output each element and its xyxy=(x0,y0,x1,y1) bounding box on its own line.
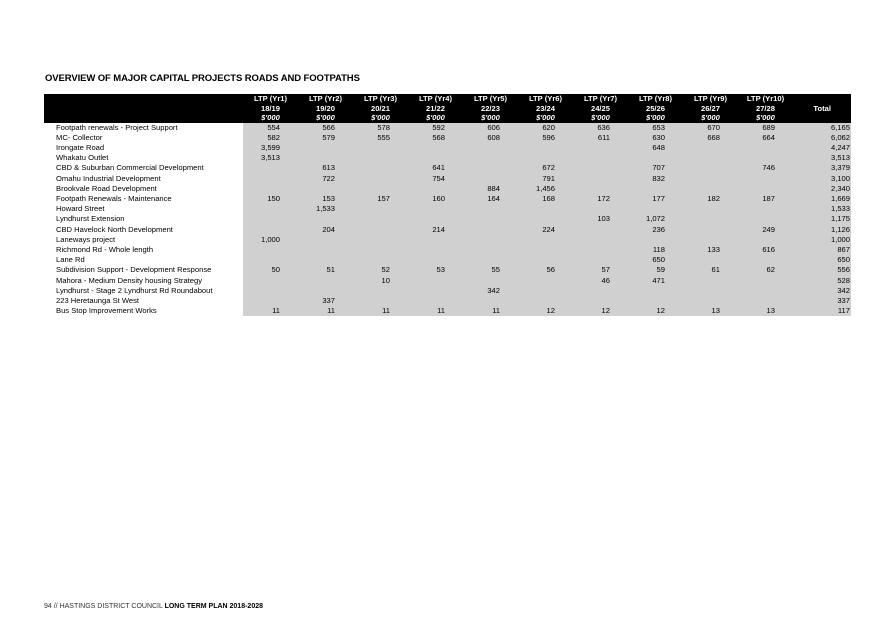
value-cell xyxy=(738,276,793,286)
value-cell xyxy=(573,163,628,173)
table-row xyxy=(44,204,851,214)
page-footer xyxy=(44,603,263,610)
value-cell xyxy=(738,143,793,153)
value-cell xyxy=(518,286,573,296)
footer-plan-title: LONG TERM PLAN 2018-2028 xyxy=(164,603,263,610)
column-header-line1: LTP (Yr9) xyxy=(693,94,728,103)
total-cell: 556 xyxy=(793,265,851,275)
value-cell: 103 xyxy=(573,214,628,224)
value-cell: 754 xyxy=(408,174,463,184)
table-row xyxy=(44,163,851,173)
column-header-line2: 23/24 xyxy=(535,103,555,113)
table-row xyxy=(44,255,851,265)
value-cell xyxy=(408,255,463,265)
table-row xyxy=(44,194,851,204)
value-cell: 566 xyxy=(298,123,353,133)
total-cell: 650 xyxy=(793,255,851,265)
table-row xyxy=(44,225,851,235)
value-cell xyxy=(463,296,518,306)
value-cell: 172 xyxy=(573,194,628,204)
value-cell: 11 xyxy=(408,306,463,316)
column-header-total: Total xyxy=(793,94,851,123)
value-cell: 3,513 xyxy=(243,153,298,163)
value-cell: 53 xyxy=(408,265,463,275)
value-cell: 337 xyxy=(298,296,353,306)
value-cell xyxy=(353,296,408,306)
value-cell: 11 xyxy=(353,306,408,316)
column-header-line1: LTP (Yr5) xyxy=(473,94,508,103)
value-cell xyxy=(683,276,738,286)
value-cell xyxy=(573,184,628,194)
value-cell: 182 xyxy=(683,194,738,204)
value-cell xyxy=(738,235,793,245)
value-cell xyxy=(628,235,683,245)
value-cell xyxy=(738,255,793,265)
value-cell xyxy=(518,153,573,163)
value-cell: 578 xyxy=(353,123,408,133)
value-cell xyxy=(353,153,408,163)
value-cell xyxy=(298,276,353,286)
value-cell xyxy=(628,204,683,214)
table-header-row xyxy=(44,94,851,123)
project-name-cell: Lyndhurst - Stage 2 Lyndhurst Rd Roundabout xyxy=(44,286,243,296)
value-cell: 51 xyxy=(298,265,353,275)
value-cell: 59 xyxy=(628,265,683,275)
value-cell: 620 xyxy=(518,123,573,133)
value-cell: 3,599 xyxy=(243,143,298,153)
value-cell: 11 xyxy=(298,306,353,316)
total-cell: 6,165 xyxy=(793,123,851,133)
value-cell xyxy=(573,225,628,235)
value-cell xyxy=(573,255,628,265)
project-name-cell: Footpath renewals - Project Support xyxy=(44,123,243,133)
total-cell: 117 xyxy=(793,306,851,316)
value-cell xyxy=(463,174,518,184)
table-row xyxy=(44,184,851,194)
value-cell xyxy=(683,143,738,153)
value-cell: 249 xyxy=(738,225,793,235)
value-cell: 12 xyxy=(628,306,683,316)
project-name-cell: Lyndhurst Extension xyxy=(44,214,243,224)
value-cell xyxy=(408,276,463,286)
value-cell: 133 xyxy=(683,245,738,255)
value-cell xyxy=(353,163,408,173)
value-cell: 606 xyxy=(463,123,518,133)
column-header-line2: 21/22 xyxy=(425,103,445,113)
value-cell xyxy=(683,235,738,245)
value-cell: 10 xyxy=(353,276,408,286)
value-cell xyxy=(573,174,628,184)
value-cell xyxy=(243,174,298,184)
value-cell: 214 xyxy=(408,225,463,235)
value-cell xyxy=(738,184,793,194)
value-cell: 56 xyxy=(518,265,573,275)
value-cell xyxy=(628,184,683,194)
column-header-line2: 22/23 xyxy=(480,103,500,113)
project-name-cell: Mahora - Medium Density housing Strategy xyxy=(44,276,243,286)
project-name-cell: Howard Street xyxy=(44,204,243,214)
value-cell: 1,456 xyxy=(518,184,573,194)
project-name-cell: Bus Stop Improvement Works xyxy=(44,306,243,316)
value-cell: 648 xyxy=(628,143,683,153)
table-row xyxy=(44,174,851,184)
value-cell xyxy=(628,153,683,163)
value-cell xyxy=(353,184,408,194)
value-cell xyxy=(298,235,353,245)
value-cell: 164 xyxy=(463,194,518,204)
value-cell: 611 xyxy=(573,133,628,143)
value-cell: 187 xyxy=(738,194,793,204)
value-cell xyxy=(573,286,628,296)
value-cell: 13 xyxy=(683,306,738,316)
value-cell: 150 xyxy=(243,194,298,204)
table-row xyxy=(44,143,851,153)
value-cell xyxy=(738,204,793,214)
value-cell xyxy=(243,225,298,235)
value-cell xyxy=(353,235,408,245)
value-cell xyxy=(298,286,353,296)
value-cell xyxy=(463,276,518,286)
value-cell xyxy=(353,245,408,255)
value-cell: 630 xyxy=(628,133,683,143)
value-cell xyxy=(408,184,463,194)
value-cell xyxy=(243,184,298,194)
value-cell: 636 xyxy=(573,123,628,133)
column-header-line1: LTP (Yr3) xyxy=(363,94,398,103)
value-cell xyxy=(518,214,573,224)
value-cell: 1,072 xyxy=(628,214,683,224)
column-header-line2: 25/26 xyxy=(645,103,665,113)
value-cell: 153 xyxy=(298,194,353,204)
value-cell: 707 xyxy=(628,163,683,173)
value-cell: 157 xyxy=(353,194,408,204)
value-cell xyxy=(353,143,408,153)
total-cell: 337 xyxy=(793,296,851,306)
table-body xyxy=(44,123,851,317)
value-cell xyxy=(298,184,353,194)
project-name-cell: Omahu Industrial Development xyxy=(44,174,243,184)
value-cell xyxy=(353,225,408,235)
value-cell: 471 xyxy=(628,276,683,286)
project-name-cell: Laneways project xyxy=(44,235,243,245)
value-cell xyxy=(463,163,518,173)
value-cell xyxy=(298,255,353,265)
column-header xyxy=(408,94,463,123)
value-cell: 62 xyxy=(738,265,793,275)
table-row xyxy=(44,286,851,296)
value-cell xyxy=(298,214,353,224)
column-header xyxy=(518,94,573,123)
value-cell xyxy=(408,286,463,296)
value-cell xyxy=(628,286,683,296)
value-cell xyxy=(573,143,628,153)
value-cell: 884 xyxy=(463,184,518,194)
value-cell xyxy=(353,255,408,265)
value-cell: 722 xyxy=(298,174,353,184)
value-cell xyxy=(518,276,573,286)
value-cell xyxy=(463,153,518,163)
column-header-line3: $'000 xyxy=(426,113,445,122)
value-cell: 689 xyxy=(738,123,793,133)
value-cell xyxy=(518,204,573,214)
value-cell xyxy=(243,163,298,173)
value-cell: 12 xyxy=(573,306,628,316)
total-cell: 1,000 xyxy=(793,235,851,245)
project-name-cell: Footpath Renewals - Maintenance xyxy=(44,194,243,204)
value-cell xyxy=(683,204,738,214)
column-header xyxy=(298,94,353,123)
footer-prefix: 94 // HASTINGS DISTRICT COUNCIL xyxy=(44,603,165,610)
value-cell: 177 xyxy=(628,194,683,204)
value-cell xyxy=(298,245,353,255)
value-cell xyxy=(463,204,518,214)
column-header-line3: $'000 xyxy=(701,113,720,122)
table-row xyxy=(44,123,851,133)
value-cell: 668 xyxy=(683,133,738,143)
value-cell xyxy=(683,214,738,224)
value-cell: 746 xyxy=(738,163,793,173)
value-cell: 592 xyxy=(408,123,463,133)
value-cell: 791 xyxy=(518,174,573,184)
total-cell: 3,379 xyxy=(793,163,851,173)
project-name-cell: CBD & Suburban Commercial Development xyxy=(44,163,243,173)
value-cell xyxy=(408,204,463,214)
table-row xyxy=(44,235,851,245)
value-cell xyxy=(683,225,738,235)
total-cell: 528 xyxy=(793,276,851,286)
value-cell: 608 xyxy=(463,133,518,143)
value-cell: 342 xyxy=(463,286,518,296)
project-name-cell: Subdivision Support - Development Response xyxy=(44,265,243,275)
value-cell: 57 xyxy=(573,265,628,275)
value-cell: 52 xyxy=(353,265,408,275)
column-header-line2: 19/20 xyxy=(315,103,335,113)
value-cell: 568 xyxy=(408,133,463,143)
project-name-cell: CBD Havelock North Development xyxy=(44,225,243,235)
table-row xyxy=(44,153,851,163)
value-cell: 582 xyxy=(243,133,298,143)
project-name-cell: 223 Heretaunga St West xyxy=(44,296,243,306)
total-cell: 2,340 xyxy=(793,184,851,194)
value-cell xyxy=(243,204,298,214)
total-cell: 1,175 xyxy=(793,214,851,224)
page-title: OVERVIEW OF MAJOR CAPITAL PROJECTS ROADS AND FOOTPATHS xyxy=(45,73,360,84)
value-cell: 224 xyxy=(518,225,573,235)
table-row xyxy=(44,276,851,286)
column-header-line3: $'000 xyxy=(371,113,390,122)
table-row xyxy=(44,133,851,143)
value-cell: 596 xyxy=(518,133,573,143)
value-cell: 11 xyxy=(463,306,518,316)
project-name-cell: Lane Rd xyxy=(44,255,243,265)
value-cell xyxy=(353,174,408,184)
value-cell: 12 xyxy=(518,306,573,316)
value-cell xyxy=(683,255,738,265)
column-header-line1: LTP (Yr10) xyxy=(746,94,785,103)
value-cell xyxy=(683,163,738,173)
value-cell: 664 xyxy=(738,133,793,143)
value-cell xyxy=(573,245,628,255)
total-cell: 6,062 xyxy=(793,133,851,143)
value-cell xyxy=(628,296,683,306)
value-cell: 653 xyxy=(628,123,683,133)
table-row xyxy=(44,296,851,306)
value-cell: 670 xyxy=(683,123,738,133)
value-cell xyxy=(573,235,628,245)
value-cell xyxy=(243,276,298,286)
column-header-line3: $'000 xyxy=(481,113,500,122)
column-header-line3: $'000 xyxy=(591,113,610,122)
total-cell: 1,533 xyxy=(793,204,851,214)
project-name-cell: Irongate Road xyxy=(44,143,243,153)
value-cell xyxy=(463,225,518,235)
total-cell: 3,100 xyxy=(793,174,851,184)
value-cell xyxy=(408,143,463,153)
project-name-cell: Whakatu Outlet xyxy=(44,153,243,163)
value-cell xyxy=(518,235,573,245)
value-cell: 118 xyxy=(628,245,683,255)
column-header-line3: $'000 xyxy=(756,113,775,122)
value-cell xyxy=(298,143,353,153)
column-header-line1: LTP (Yr2) xyxy=(308,94,343,103)
value-cell xyxy=(243,296,298,306)
column-header-line1: LTP (Yr8) xyxy=(638,94,673,103)
value-cell: 641 xyxy=(408,163,463,173)
value-cell: 11 xyxy=(243,306,298,316)
column-header-line1: LTP (Yr7) xyxy=(583,94,618,103)
value-cell xyxy=(298,153,353,163)
value-cell xyxy=(518,143,573,153)
value-cell: 236 xyxy=(628,225,683,235)
column-header-line2: 24/25 xyxy=(590,103,610,113)
column-header xyxy=(628,94,683,123)
value-cell xyxy=(683,153,738,163)
value-cell xyxy=(463,143,518,153)
value-cell xyxy=(408,235,463,245)
column-header-line1: LTP (Yr1) xyxy=(253,94,288,103)
value-cell: 579 xyxy=(298,133,353,143)
column-header-line3: $'000 xyxy=(316,113,335,122)
table-row xyxy=(44,265,851,275)
column-header-line3: $'000 xyxy=(536,113,555,122)
project-name-cell: MC- Collector xyxy=(44,133,243,143)
value-cell: 554 xyxy=(243,123,298,133)
value-cell xyxy=(518,245,573,255)
value-cell: 46 xyxy=(573,276,628,286)
project-name-cell: Richmond Rd - Whole length xyxy=(44,245,243,255)
total-cell: 4,247 xyxy=(793,143,851,153)
column-header xyxy=(243,94,298,123)
value-cell xyxy=(463,214,518,224)
column-header-line2: 18/19 xyxy=(260,103,280,113)
total-cell: 1,669 xyxy=(793,194,851,204)
column-header-line2: 27/28 xyxy=(755,103,775,113)
value-cell: 672 xyxy=(518,163,573,173)
column-header xyxy=(573,94,628,123)
total-cell: 3,513 xyxy=(793,153,851,163)
value-cell xyxy=(243,255,298,265)
value-cell xyxy=(408,153,463,163)
value-cell xyxy=(683,296,738,306)
value-cell: 650 xyxy=(628,255,683,265)
total-cell: 867 xyxy=(793,245,851,255)
value-cell xyxy=(518,296,573,306)
column-header-line2: 26/27 xyxy=(700,103,720,113)
value-cell xyxy=(353,204,408,214)
value-cell: 1,533 xyxy=(298,204,353,214)
project-name-cell: Brookvale Road Development xyxy=(44,184,243,194)
value-cell xyxy=(243,286,298,296)
column-header-line1: LTP (Yr6) xyxy=(528,94,563,103)
value-cell: 61 xyxy=(683,265,738,275)
value-cell xyxy=(683,174,738,184)
column-header-line3: $'000 xyxy=(646,113,665,122)
value-cell: 1,000 xyxy=(243,235,298,245)
value-cell: 613 xyxy=(298,163,353,173)
column-header xyxy=(683,94,738,123)
value-cell: 832 xyxy=(628,174,683,184)
value-cell xyxy=(243,245,298,255)
value-cell: 168 xyxy=(518,194,573,204)
column-header xyxy=(738,94,793,123)
value-cell: 160 xyxy=(408,194,463,204)
value-cell xyxy=(738,174,793,184)
value-cell: 13 xyxy=(738,306,793,316)
value-cell xyxy=(683,184,738,194)
value-cell xyxy=(243,214,298,224)
value-cell xyxy=(353,214,408,224)
table-row xyxy=(44,306,851,316)
value-cell xyxy=(738,153,793,163)
value-cell xyxy=(518,255,573,265)
value-cell xyxy=(463,245,518,255)
value-cell xyxy=(573,153,628,163)
value-cell xyxy=(408,214,463,224)
column-header-line3: $'000 xyxy=(261,113,280,122)
column-header xyxy=(353,94,408,123)
table-row xyxy=(44,214,851,224)
value-cell: 616 xyxy=(738,245,793,255)
value-cell: 204 xyxy=(298,225,353,235)
value-cell xyxy=(573,204,628,214)
value-cell xyxy=(738,214,793,224)
value-cell xyxy=(683,286,738,296)
value-cell: 55 xyxy=(463,265,518,275)
value-cell xyxy=(408,245,463,255)
value-cell: 50 xyxy=(243,265,298,275)
value-cell xyxy=(573,296,628,306)
value-cell: 555 xyxy=(353,133,408,143)
value-cell xyxy=(463,255,518,265)
value-cell xyxy=(738,296,793,306)
column-header-line1: LTP (Yr4) xyxy=(418,94,453,103)
value-cell xyxy=(353,286,408,296)
column-header-line2: 20/21 xyxy=(370,103,390,113)
column-header xyxy=(463,94,518,123)
total-cell: 1,126 xyxy=(793,225,851,235)
total-cell: 342 xyxy=(793,286,851,296)
table-row xyxy=(44,245,851,255)
value-cell xyxy=(738,286,793,296)
value-cell xyxy=(408,296,463,306)
header-blank-cell xyxy=(44,94,243,123)
value-cell xyxy=(463,235,518,245)
capital-projects-table xyxy=(44,94,851,316)
